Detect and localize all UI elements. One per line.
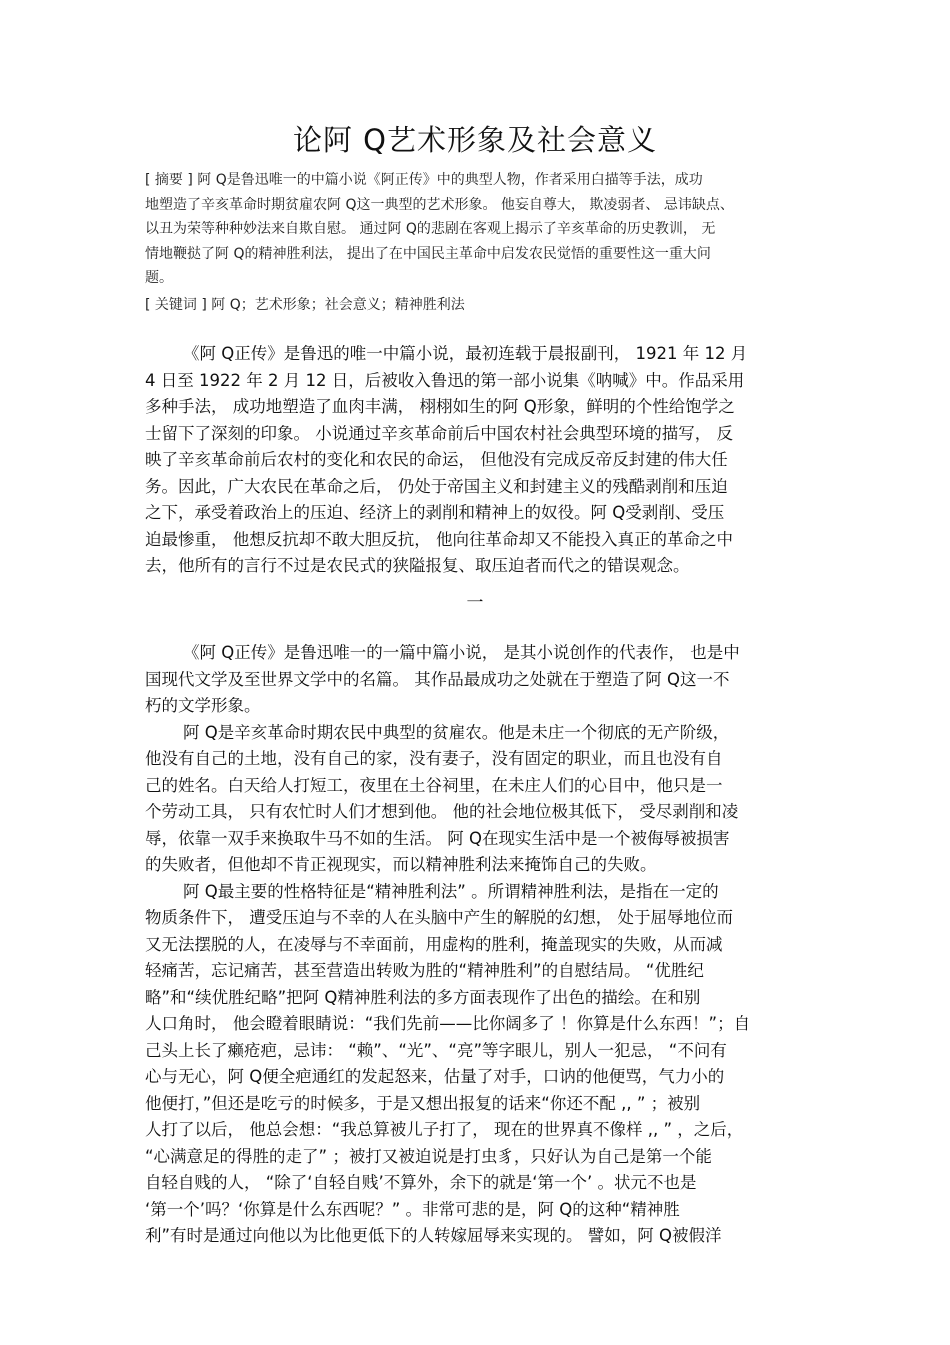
paragraph-line: 人打了以后， 他总会想：“我总算被儿子打了， 现在的世界真不像样 ,, ” ，之后， [145,1120,744,1139]
paragraph-line: 多种手法， 成功地塑造了血肉丰满， 栩栩如生的阿 Q形象，鲜明的个性给饱学之 [145,397,735,416]
section-heading: 一 [466,593,484,613]
abstract-line: 情地鞭挞了阿 Q的精神胜利法， 提出了在中国民主革命中启发农民觉悟的重要性这一重大问 [145,245,711,262]
paragraph-line: 心与无心，阿 Q便全疤通红的发起怒来，估量了对手，口讷的他便骂，气力小的 [145,1067,725,1086]
paragraph-line: 之下，承受着政治上的压迫、经济上的剥削和精神上的奴役。阿 Q受剥削、受压 [145,503,725,522]
paragraph-line: 阿 Q是辛亥革命时期农民中典型的贫雇农。他是未庄一个彻底的无产阶级， [183,722,730,742]
paragraph-line: 利”有时是通过向他以为比他更低下的人转嫁屈辱来实现的。 譬如，阿 Q被假洋 [145,1226,722,1245]
paragraph-line: 轻痛苦，忘记痛苦，甚至营造出转败为胜的“精神胜利”的自慰结局。 “优胜纪 [145,961,704,980]
paragraph-line: 4 日至 1922 年 2 月 12 日，后被收入鲁迅的第一部小说集《呐喊》中。作品采用 [145,370,745,390]
paragraph-line: 阿 Q最主要的性格特征是“精神胜利法” 。所谓精神胜利法，是指在一定的 [183,881,719,901]
document-title: 论阿 Q艺术形象及社会意义 [292,123,658,157]
paragraph-line: 士留下了深刻的印象。 小说通过辛亥革命前后中国农村社会典型环境的描写， 反 [145,423,733,443]
paragraph-line: 他便打，”但还是吃亏的时候多，于是又想出报复的话来“你还不配 ,, ” ；被别 [145,1093,701,1113]
paragraph-line: 物质条件下， 遭受压迫与不幸的人在头脑中产生的解脱的幻想， 处于屈辱地位而 [145,908,733,927]
paragraph-line: 己的姓名。白天给人打短工，夜里在土谷祠里，在未庄人们的心目中，他只是一 [145,775,723,795]
abstract-line: 题。 [145,270,173,286]
paragraph-line: ‘第一个’吗？‘你算是什么东西呢？” 。非常可悲的是，阿 Q的这种“精神胜 [145,1199,680,1219]
paragraph-line: 辱，依靠一双手来换取牛马不如的生活。 阿 Q在现实生活中是一个被侮辱被损害 [145,828,730,848]
paragraph-line: 映了辛亥革命前后农村的变化和农民的命运， 但他没有完成反帝反封建的伟大任 [145,450,728,469]
paragraph-line: 去，他所有的言行不过是农民式的狭隘报复、取压迫者而代之的错误观念。 [145,556,690,575]
abstract-line: [ 摘要 ] 阿 Q是鲁迅唯一的中篇小说《阿正传》中的典型人物，作者采用白描等手法，成功 [145,172,703,188]
paragraph-line: 务。因此，广大农民在革命之后， 仍处于帝国主义和封建主义的残酷剥削和压迫 [145,476,728,496]
paragraph-line: 《阿 Q正传》是鲁迅的唯一中篇小说，最初连载于晨报副刊， 1921 年 12 月 [183,344,748,363]
paragraph-line: 人口角时， 他会瞪着眼睛说：“我们先前——比你阔多了 ！你算是什么东西！”；自 [145,1014,751,1033]
paragraph-line: 国现代文学及至世界文学中的名篇。 其作品最成功之处就在于塑造了阿 Q这一不 [145,669,730,689]
paragraph-line: 的失败者，但他却不肯正视现实，而以精神胜利法来掩饰自己的失败。 [145,855,657,874]
abstract-line: 地塑造了辛亥革命时期贫雇农阿 Q这一典型的艺术形象。 他妄自尊大， 欺凌弱者、 忌讳缺点、 [145,196,734,213]
intro-paragraph [145,341,810,580]
paragraph-line: “心满意足的得胜的走了” ；被打又被迫说是打虫豸，只好认为自己是第一个能 [145,1146,712,1166]
section-body [145,640,810,1250]
paragraph-line: 朽的文学形象。 [145,696,261,715]
paragraph-line: 又无法摆脱的人，在凌辱与不幸面前，用虚构的胜利，掩盖现实的失败，从而减 [145,934,723,954]
abstract-block [145,168,810,317]
paragraph-line: 迫最惨重， 他想反抗却不敢大胆反抗， 他向往革命却又不能投入真正的革命之中 [145,529,733,549]
paragraph-line: 自轻自贱的人， “除了‘自轻自贱’不算外，余下的就是‘第一个’ 。状元不也是 [145,1173,697,1192]
paragraph-line: 个劳动工具， 只有农忙时人们才想到他。 他的社会地位极其低下， 受尽剥削和凌 [145,802,739,821]
keywords-line: [ 关键词 ] 阿 Q；艺术形象；社会意义；精神胜利法 [145,296,465,313]
abstract-line: 以丑为荣等种种妙法来自欺自慰。 通过阿 Q的悲剧在客观上揭示了辛亥革命的历史教训， 无 [145,221,716,237]
paragraph-line: 己头上长了癞疮疤，忌讳： “赖”、“光”、“亮”等字眼儿，别人一犯忌， “不问有 [145,1040,727,1060]
paragraph-line: 《阿 Q正传》是鲁迅唯一的一篇中篇小说， 是其小说创作的代表作， 也是中 [183,643,740,662]
paragraph-line: 他没有自己的土地，没有自己的家，没有妻子，没有固定的职业，而且也没有自 [145,749,723,768]
paragraph-line: 略”和“续优胜纪略”把阿 Q精神胜利法的多方面表现作了出色的描绘。在和别 [145,987,701,1007]
